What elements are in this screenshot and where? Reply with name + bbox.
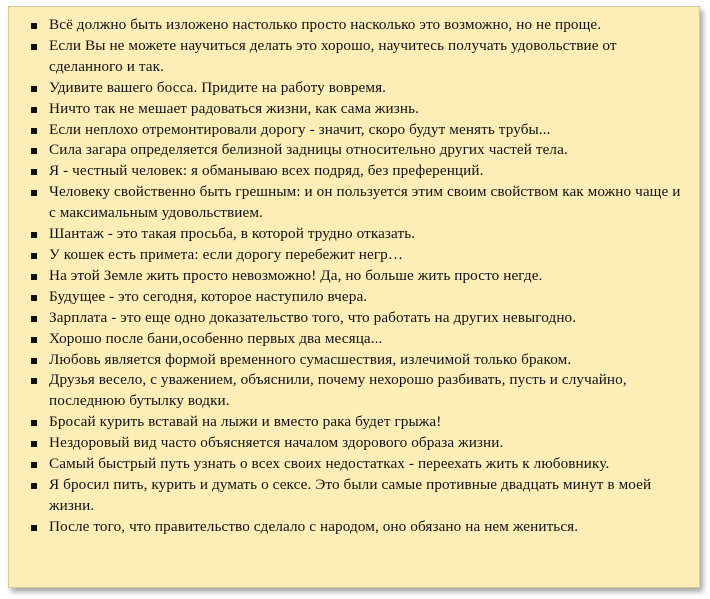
list-item-text: На этой Земле жить просто невозможно! Да, но больше жить просто негде. — [49, 266, 543, 284]
square-bullet-icon — [31, 23, 37, 29]
list-item — [31, 329, 685, 350]
list-item-text: Зарплата - это еще одно доказательство того, что работать на других невыгодно. — [49, 308, 577, 326]
square-bullet-icon — [31, 483, 37, 489]
list-item-text: Сила загара определяется белизной задницы относительно других частей тела. — [49, 141, 568, 159]
square-bullet-icon — [31, 420, 37, 426]
list-item-text: Я - честный человек: я обманываю всех подряд, без преференций. — [49, 162, 484, 180]
square-bullet-icon — [31, 337, 37, 343]
square-bullet-icon — [31, 232, 37, 238]
list-item — [31, 36, 685, 78]
square-bullet-icon — [31, 462, 37, 468]
list-item — [31, 224, 685, 245]
list-item — [31, 140, 685, 161]
list-item — [31, 475, 685, 517]
list-item-text: Если неплохо отремонтировали дорогу - значит, скоро будут менять трубы... — [49, 120, 551, 138]
list-item — [31, 350, 685, 371]
list-item-text: Человеку свойственно быть грешным: и он пользуется этим своим свойством как можно чаще и с максимальным удовольствием. — [49, 183, 681, 222]
list-item-text: Нездоровый вид часто объясняется началом здорового образа жизни. — [49, 434, 504, 452]
square-bullet-icon — [31, 190, 37, 196]
list-item-text: После того, что правительство сделало с народом, оно обязано на нем жениться. — [49, 517, 579, 535]
square-bullet-icon — [31, 86, 37, 92]
list-item-text: Будущее - это сегодня, которое наступило вчера. — [49, 287, 368, 305]
list-item — [31, 182, 685, 224]
list-item — [31, 308, 685, 329]
list-item — [31, 412, 685, 433]
list-item-text: Удивите вашего босса. Придите на работу вовремя. — [49, 78, 387, 96]
list-item — [31, 454, 685, 475]
list-item — [31, 245, 685, 266]
list-item-text: Самый быстрый путь узнать о всех своих недостатках - переехать жить к любовнику. — [49, 455, 610, 473]
list-item — [31, 15, 685, 36]
square-bullet-icon — [31, 316, 37, 322]
list-item-text: Если Вы не можете научиться делать это хорошо, научитесь получать удовольствие от сделанного и так. — [49, 36, 617, 75]
square-bullet-icon — [31, 295, 37, 301]
list-item-text: Друзья весело, с уважением, объяснили, почему нехорошо разбивать, пусть и случайно, последнюю бутылку водки. — [49, 371, 627, 410]
square-bullet-icon — [31, 44, 37, 50]
list-item-text: У кошек есть примета: если дорогу перебежит негр… — [49, 245, 404, 263]
list-item — [31, 99, 685, 120]
square-bullet-icon — [31, 358, 37, 364]
square-bullet-icon — [31, 441, 37, 447]
list-item-text: Всё должно быть изложено настолько просто насколько это возможно, но не проще. — [49, 16, 602, 33]
square-bullet-icon — [31, 169, 37, 175]
square-bullet-icon — [31, 128, 37, 134]
square-bullet-icon — [31, 525, 37, 531]
list-item-text: Хорошо после бани,особенно первых два месяца... — [49, 329, 383, 347]
quotes-list — [31, 15, 685, 538]
list-item — [31, 266, 685, 287]
list-item — [31, 433, 685, 454]
list-item — [31, 161, 685, 182]
list-item-text: Шантаж - это такая просьба, в которой трудно отказать. — [49, 225, 416, 243]
square-bullet-icon — [31, 148, 37, 154]
quotes-panel — [8, 6, 700, 588]
list-item — [31, 120, 685, 141]
square-bullet-icon — [31, 274, 37, 280]
list-item-text: Я бросил пить, курить и думать о сексе. Это были самые противные двадцать минут в моей жизни. — [49, 475, 652, 514]
list-item — [31, 517, 685, 538]
square-bullet-icon — [31, 253, 37, 259]
square-bullet-icon — [31, 378, 37, 384]
list-item-text: Ничто так не мешает радоваться жизни, как сама жизнь. — [49, 99, 420, 117]
list-item — [31, 78, 685, 99]
list-item — [31, 287, 685, 308]
list-item — [31, 370, 685, 412]
square-bullet-icon — [31, 107, 37, 113]
list-item-text: Бросай курить вставай на лыжи и вместо рака будет грыжа! — [49, 413, 442, 431]
list-item-text: Любовь является формой временного сумасшествия, излечимой только браком. — [49, 350, 572, 368]
